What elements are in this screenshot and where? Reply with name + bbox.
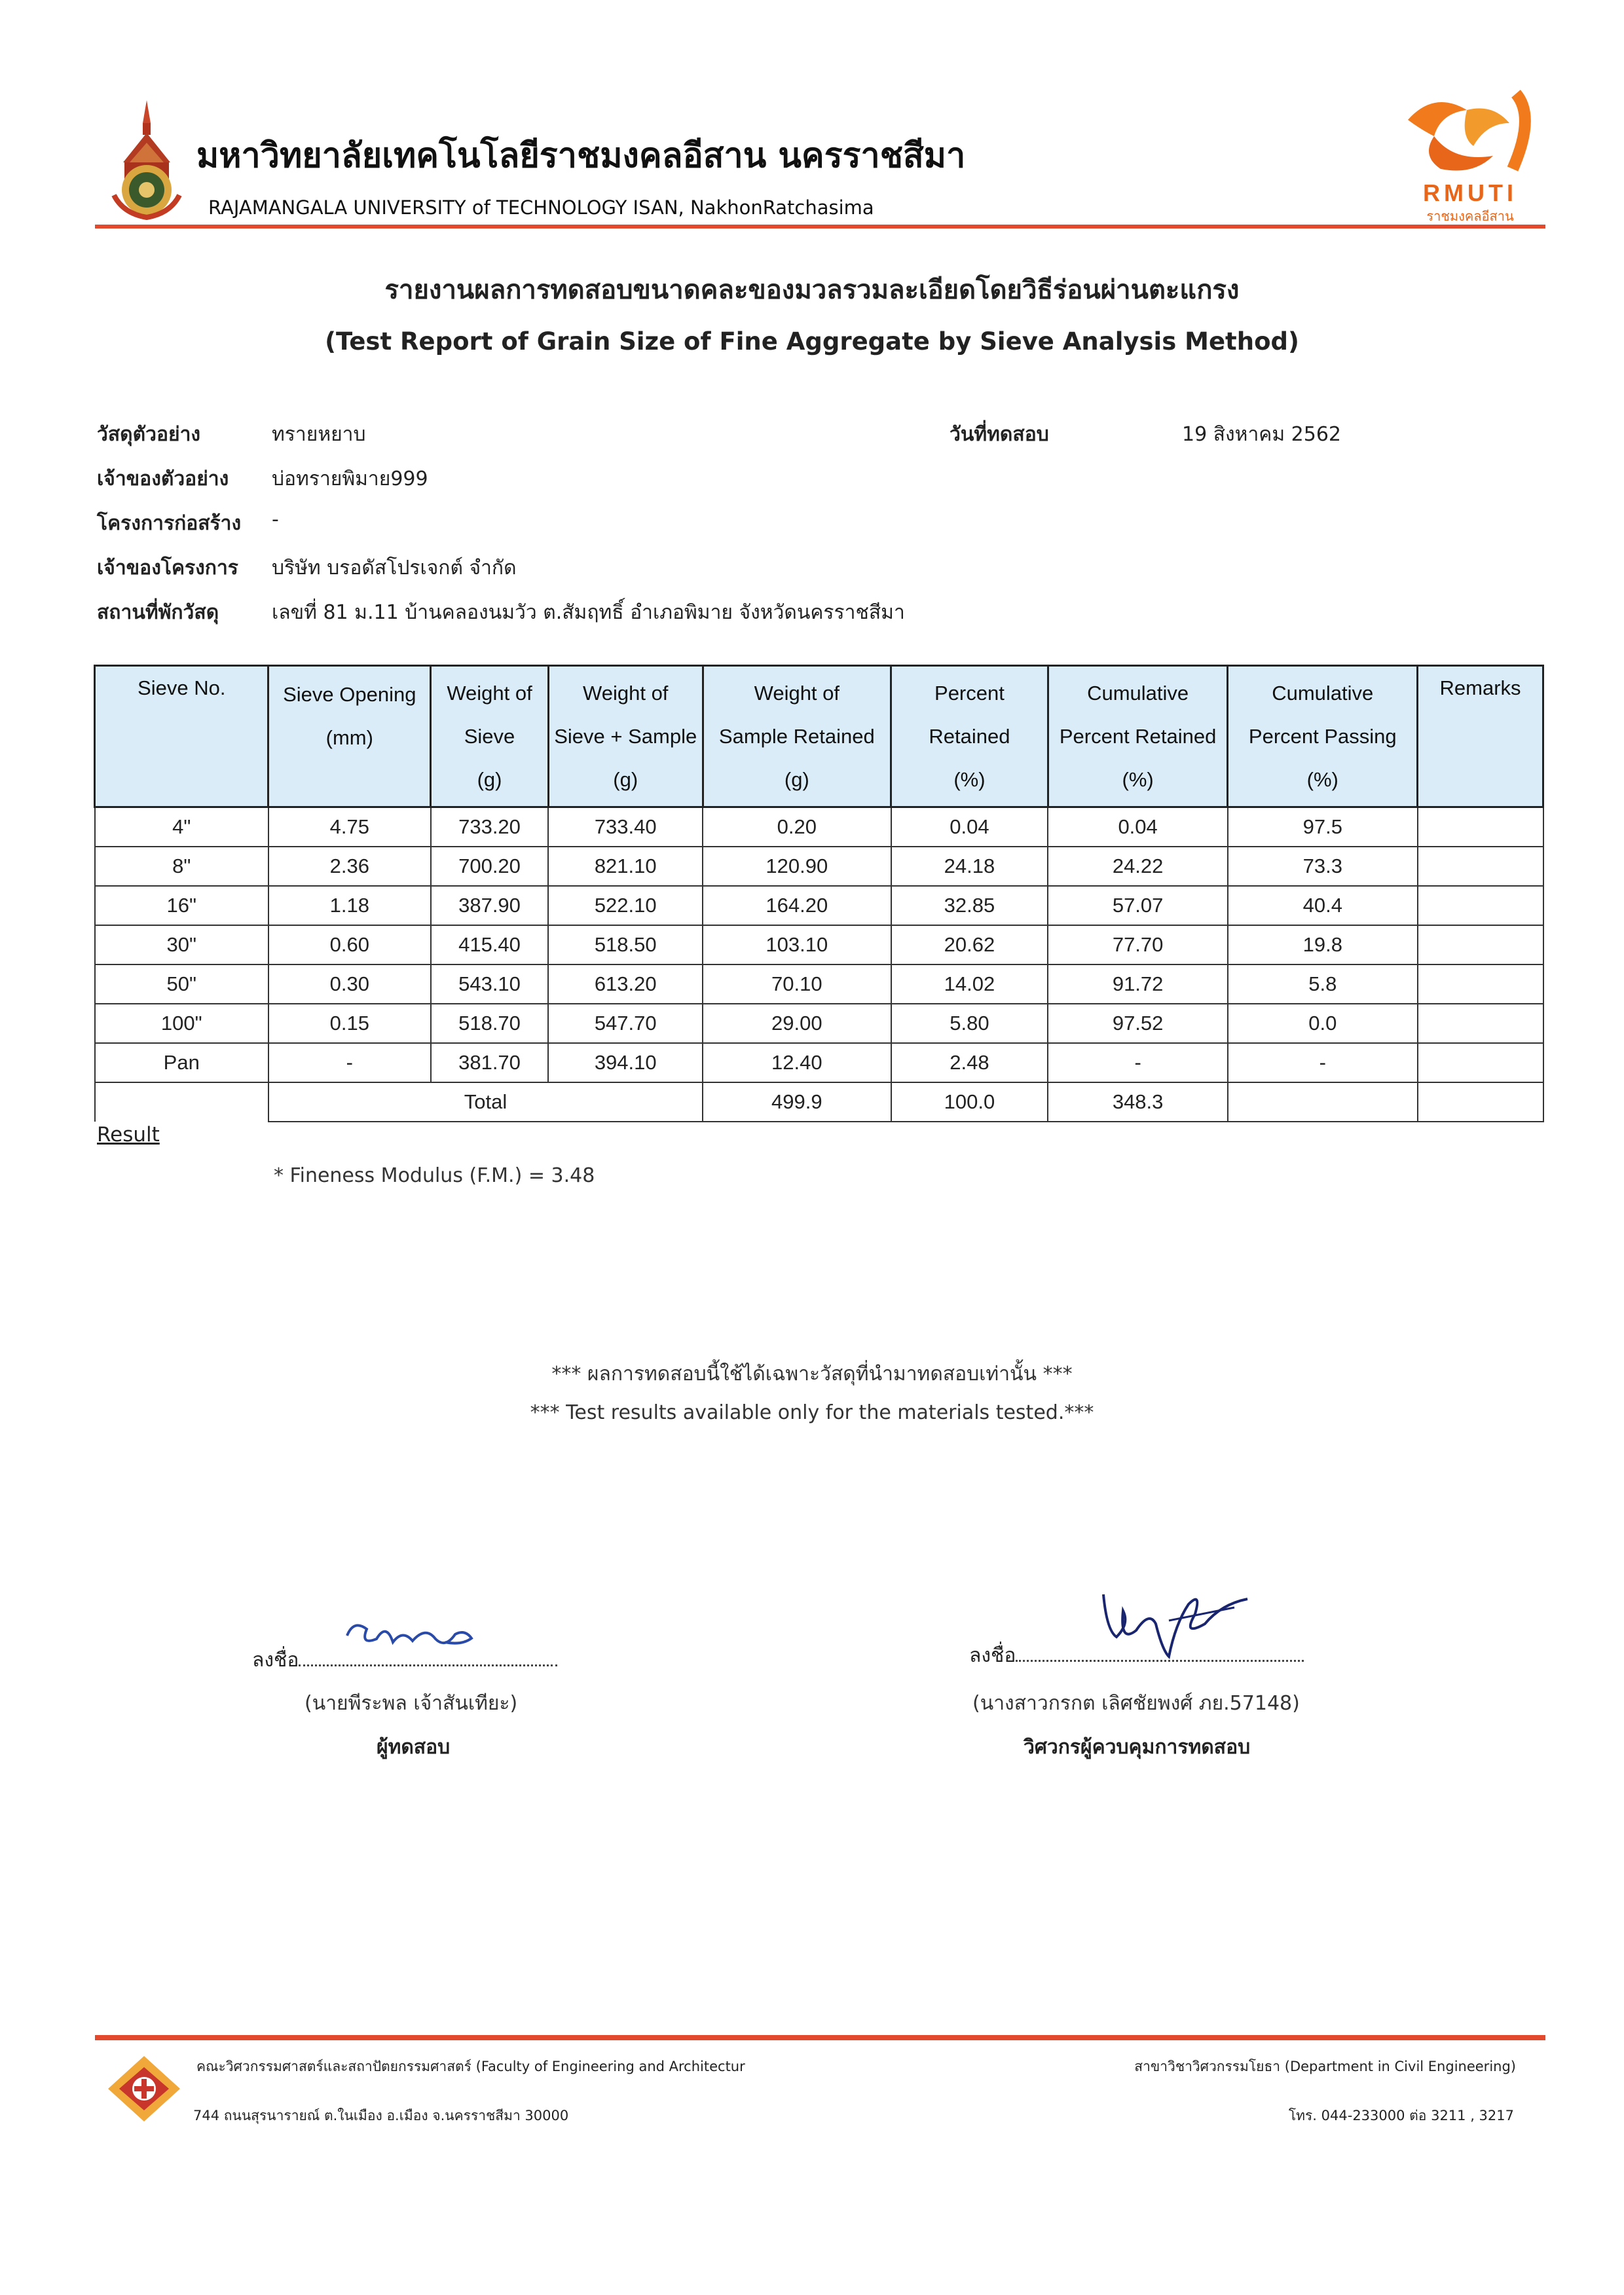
total-blank-cell: [1228, 1082, 1418, 1122]
sample-owner-label: เจ้าของตัวอย่าง: [97, 468, 229, 490]
table-row: [95, 847, 1543, 886]
table-cell: Pan: [95, 1043, 268, 1082]
header-line: Weight of: [754, 681, 840, 705]
report-title-thai: รายงานผลการทดสอบขนาดคละของมวลรวมละเอียดโดยวิธีร่อนผ่านตะแกรง: [384, 275, 1240, 305]
header-percent-retained: [891, 666, 1048, 807]
table-cell: 613.20: [548, 964, 703, 1004]
header-line: Sieve: [464, 724, 515, 748]
university-name-english: RAJAMANGALA UNIVERSITY of TECHNOLOGY ISAN, NakhonRatchasima: [208, 196, 874, 219]
table-cell: 0.04: [891, 807, 1048, 847]
table-cell: [1418, 886, 1543, 925]
footer-department: สาขาวิชาวิศวกรรมโยธา (Department in Civil Engineering): [1134, 2059, 1516, 2074]
header-line: Percent Passing: [1248, 724, 1397, 748]
table-cell: 77.70: [1048, 925, 1228, 964]
header-line: Remarks: [1439, 676, 1521, 699]
disclaimer-thai: *** ผลการทดสอบนี้ใช้ได้เฉพาะวัสดุที่นำมาทดสอบเท่านั้น ***: [551, 1363, 1073, 1386]
table-header-row: [95, 666, 1543, 807]
header-line: (g): [613, 767, 638, 791]
header-line: (%): [1306, 767, 1338, 791]
tester-signature-image: [341, 1616, 478, 1655]
table-cell: 120.90: [703, 847, 891, 886]
signature-dots: [299, 1659, 557, 1666]
table-cell: 0.30: [268, 964, 431, 1004]
table-row: [95, 886, 1543, 925]
total-blank-cell: [95, 1082, 268, 1122]
table-cell: 32.85: [891, 886, 1048, 925]
table-cell: 29.00: [703, 1004, 891, 1043]
total-sample-retained: 499.9: [703, 1082, 891, 1122]
table-cell: 0.20: [703, 807, 891, 847]
header-line: Cumulative: [1087, 681, 1189, 705]
table-cell: 2.48: [891, 1043, 1048, 1082]
sample-owner-value: บ่อทรายพิมาย999: [272, 468, 428, 490]
header-line: Retained: [929, 724, 1010, 748]
table-cell: [1418, 1004, 1543, 1043]
project-owner-value: บริษัท บรอดัสโปรเจกต์ จำกัด: [272, 557, 517, 579]
table-cell: 387.90: [431, 886, 549, 925]
table-cell: 547.70: [548, 1004, 703, 1043]
header-divider: [95, 225, 1545, 229]
project-owner-label: เจ้าของโครงการ: [97, 557, 238, 579]
header-weight-sieve-sample: [548, 666, 703, 807]
table-cell: 8": [95, 847, 268, 886]
header-line: (%): [1122, 767, 1154, 791]
table-row: [95, 1043, 1543, 1082]
rmuti-brand-text: RMUTI: [1423, 179, 1517, 206]
rmuti-brand-subtext: ราชมงคลอีสาน: [1426, 208, 1514, 224]
table-cell: 381.70: [431, 1043, 549, 1082]
total-blank-cell: [1418, 1082, 1543, 1122]
table-cell: 0.0: [1228, 1004, 1418, 1043]
table-cell: [1418, 807, 1543, 847]
table-cell: 97.5: [1228, 807, 1418, 847]
table-cell: 16": [95, 886, 268, 925]
table-cell: 70.10: [703, 964, 891, 1004]
storage-location-label: สถานที่พักวัสดุ: [97, 601, 219, 624]
sample-label: วัสดุตัวอย่าง: [97, 423, 201, 446]
rmuti-logo: [1395, 84, 1545, 224]
tester-name: (นายพีระพล เจ้าสันเทียะ): [304, 1692, 518, 1715]
table-cell: 40.4: [1228, 886, 1418, 925]
table-cell: 4": [95, 807, 268, 847]
test-date-value: 19 สิงหาคม 2562: [1182, 423, 1342, 446]
sign-label: ลงชื่อ: [969, 1644, 1016, 1667]
header-line: Sieve Opening: [283, 683, 416, 706]
table-cell: 0.04: [1048, 807, 1228, 847]
table-cell: 394.10: [548, 1043, 703, 1082]
total-percent-retained: 100.0: [891, 1082, 1048, 1122]
table-cell: 5.8: [1228, 964, 1418, 1004]
table-cell: [1418, 1043, 1543, 1082]
header-line: Sample Retained: [718, 724, 875, 748]
header-line: (mm): [325, 726, 373, 749]
project-label: โครงการก่อสร้าง: [97, 512, 242, 535]
header-sieve-no: [95, 666, 268, 807]
header-weight-sieve: [431, 666, 549, 807]
table-cell: 57.07: [1048, 886, 1228, 925]
sample-value: ทรายหยาบ: [272, 423, 366, 446]
header-line: (g): [477, 767, 502, 791]
table-row: [95, 1004, 1543, 1043]
result-heading: Result: [97, 1123, 160, 1147]
table-cell: 518.50: [548, 925, 703, 964]
table-cell: [1418, 847, 1543, 886]
table-cell: 50": [95, 964, 268, 1004]
header-line: Percent: [934, 681, 1005, 705]
table-cell: -: [1228, 1043, 1418, 1082]
header-cumulative-passing: [1228, 666, 1418, 807]
table-cell: 100": [95, 1004, 268, 1043]
table-cell: 24.22: [1048, 847, 1228, 886]
university-name-thai: มหาวิทยาลัยเทคโนโลยีราชมงคลอีสาน นครราชสีมา: [196, 136, 966, 175]
table-cell: 518.70: [431, 1004, 549, 1043]
table-cell: 73.3: [1228, 847, 1418, 886]
total-label: Total: [268, 1082, 703, 1122]
table-cell: 543.10: [431, 964, 549, 1004]
table-cell: 821.10: [548, 847, 703, 886]
engineer-signature-image: [1090, 1585, 1261, 1670]
table-cell: -: [1048, 1043, 1228, 1082]
footer-divider: [95, 2035, 1545, 2040]
tester-role: ผู้ทดสอบ: [377, 1736, 451, 1759]
table-cell: 164.20: [703, 886, 891, 925]
table-total-row: [95, 1082, 1543, 1122]
table-cell: 14.02: [891, 964, 1048, 1004]
table-cell: 5.80: [891, 1004, 1048, 1043]
disclaimer-english: *** Test results available only for the materials tested.***: [530, 1401, 1094, 1424]
sieve-analysis-table: [94, 665, 1544, 1122]
project-value: -: [272, 508, 279, 531]
test-date-label: วันที่ทดสอบ: [950, 423, 1049, 446]
table-row: [95, 925, 1543, 964]
table-cell: 522.10: [548, 886, 703, 925]
table-row: [95, 807, 1543, 847]
header-line: (%): [953, 767, 986, 791]
engineer-name: (นางสาวกรกต เลิศชัยพงศ์ ภย.57148): [972, 1692, 1300, 1715]
header-cumulative-retained: [1048, 666, 1228, 807]
header-line: Cumulative: [1272, 681, 1374, 705]
table-cell: 97.52: [1048, 1004, 1228, 1043]
university-crest-logo: [110, 97, 183, 221]
table-cell: 20.62: [891, 925, 1048, 964]
table-cell: [1418, 925, 1543, 964]
table-cell: 415.40: [431, 925, 549, 964]
sign-label: ลงชื่อ: [252, 1649, 299, 1672]
total-cumulative-retained: 348.3: [1048, 1082, 1228, 1122]
table-cell: -: [268, 1043, 431, 1082]
fineness-modulus: * Fineness Modulus (F.M.) = 3.48: [274, 1164, 595, 1187]
table-cell: 30": [95, 925, 268, 964]
header-line: Sieve + Sample: [554, 724, 697, 748]
header-line: Percent Retained: [1059, 724, 1217, 748]
table-cell: 0.60: [268, 925, 431, 964]
table-cell: 1.18: [268, 886, 431, 925]
table-cell: 91.72: [1048, 964, 1228, 1004]
header-remarks: [1418, 666, 1543, 807]
table-cell: 0.15: [268, 1004, 431, 1043]
table-cell: 24.18: [891, 847, 1048, 886]
table-cell: 103.10: [703, 925, 891, 964]
header-sieve-opening: [268, 666, 431, 807]
table-cell: 700.20: [431, 847, 549, 886]
table-cell: 733.40: [548, 807, 703, 847]
report-title-english: (Test Report of Grain Size of Fine Aggregate by Sieve Analysis Method): [325, 327, 1299, 356]
header-line: (g): [784, 767, 809, 791]
table-cell: 4.75: [268, 807, 431, 847]
table-cell: 733.20: [431, 807, 549, 847]
storage-location-value: เลขที่ 81 ม.11 บ้านคลองนมวัว ต.สัมฤทธิ์ อำเภอพิมาย จังหวัดนครราชสีมา: [272, 601, 905, 624]
header-line: Weight of: [583, 681, 669, 705]
table-row: [95, 964, 1543, 1004]
header-line: Weight of: [447, 681, 532, 705]
table-cell: 12.40: [703, 1043, 891, 1082]
table-cell: 2.36: [268, 847, 431, 886]
footer-phone: โทร. 044-233000 ต่อ 3211 , 3217: [1288, 2108, 1514, 2123]
footer-address: 744 ถนนสุรนารายณ์ ต.ในเมือง อ.เมือง จ.นครราชสีมา 30000: [193, 2108, 569, 2123]
footer-faculty: คณะวิศวกรรมศาสตร์และสถาปัตยกรรมศาสตร์ (Faculty of Engineering and Architectur: [196, 2059, 745, 2074]
header-sieve-no-line: Sieve No.: [138, 676, 226, 699]
faculty-logo: [105, 2053, 183, 2125]
header-weight-retained: [703, 666, 891, 807]
table-cell: [1418, 964, 1543, 1004]
table-cell: 19.8: [1228, 925, 1418, 964]
engineer-role: วิศวกรผู้ควบคุมการทดสอบ: [1024, 1736, 1251, 1759]
